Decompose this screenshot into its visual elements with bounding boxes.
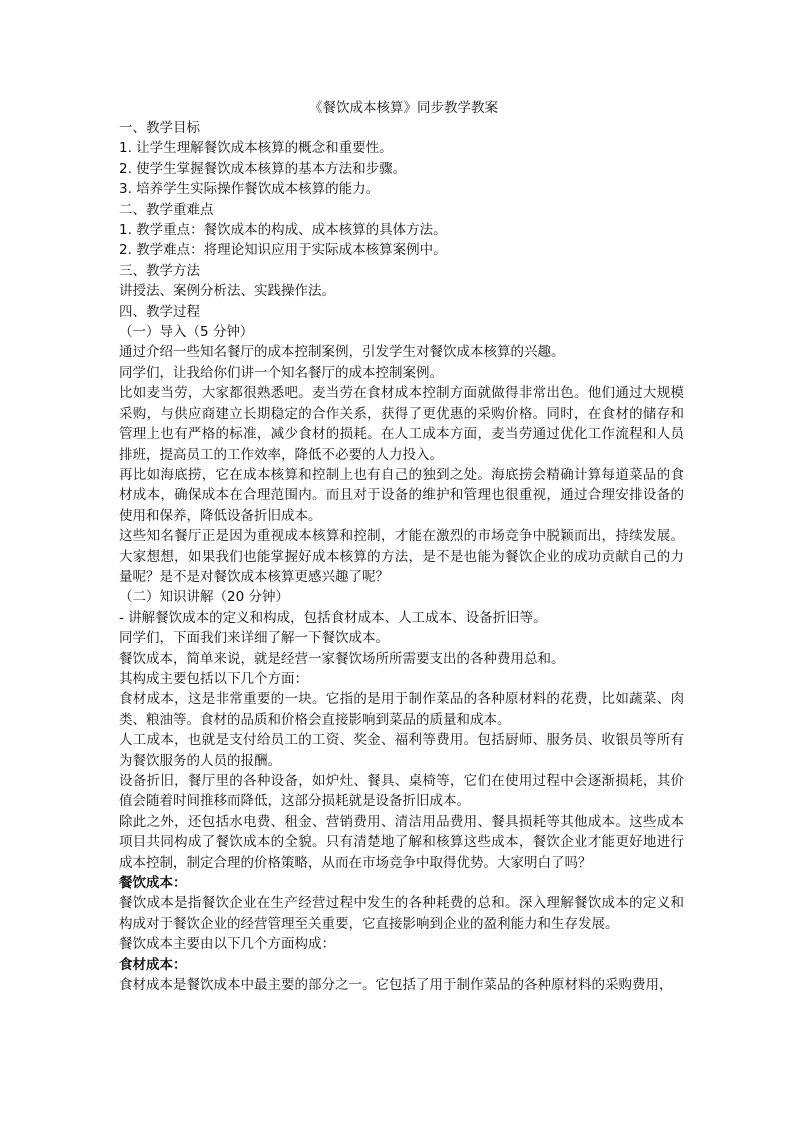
- section-heading-key-points: 二、教学重难点: [119, 201, 214, 218]
- paragraph-definition: 餐饮成本是指餐饮企业在生产经营过程中发生的各种耗费的总和。深入理解餐饮成本的定义和构成对于餐饮企业的经营管理至关重要，它直接影响到企业的盈利能力和生存发展。: [119, 895, 684, 932]
- key-point-item: 2. 教学难点：将理论知识应用于实际成本核算案例中。: [119, 242, 447, 259]
- paragraph: 餐饮成本，简单来说，就是经营一家餐饮场所所需要支出的各种费用总和。: [119, 650, 565, 667]
- bold-heading-catering-cost: 餐饮成本：: [119, 875, 187, 892]
- bold-heading-food-cost: 食材成本：: [119, 956, 187, 973]
- paragraph-summary: 这些知名餐厅正是因为重视成本核算和控制，才能在激烈的市场竞争中脱颖而出，持续发展。大家想想，如果我们也能掌握好成本核算的方法，是不是也能为餐饮企业的成功贡献自己的力量呢？是不是对餐饮成本核算更感兴趣了呢？: [119, 528, 684, 585]
- paragraph: 其构成主要包括以下几个方面：: [119, 670, 308, 687]
- paragraph: 食材成本是餐饮成本中最主要的部分之一。它包括了用于制作菜品的各种原材料的采购费用，: [119, 977, 673, 994]
- methods-text: 讲授法、案例分析法、实践操作法。: [119, 283, 335, 300]
- section-heading-objectives: 一、教学目标: [119, 120, 200, 136]
- objective-item: 1. 让学生理解餐饮成本核算的概念和重要性。: [119, 140, 393, 157]
- paragraph: 餐饮成本主要由以下几个方面构成：: [119, 936, 335, 953]
- paragraph-other-costs: 除此之外，还包括水电费、租金、营销费用、清洁用品费用、餐具损耗等其他成本。这些成本项目共同构成了餐饮成本的全貌。只有清楚地了解和核算这些成本，餐饮企业才能更好地进行成本控制，制定合理的价格策略，从而在市场竞争中取得优势。大家明白了吗？: [119, 813, 684, 871]
- bullet-item: - 讲解餐饮成本的定义和构成，包括食材成本、人工成本、设备折旧等。: [119, 609, 547, 626]
- paragraph: 同学们，让我给你们讲一个知名餐厅的成本控制案例。: [119, 364, 443, 381]
- objective-item: 3. 培养学生实际操作餐饮成本核算的能力。: [119, 181, 380, 198]
- section-heading-methods: 三、教学方法: [119, 262, 200, 279]
- paragraph-haidilao: 再比如海底捞，它在成本核算和控制上也有自己的独到之处。海底捞会精确计算每道菜品的食材成本，确保成本在合理范围内。而且对于设备的维护和管理也很重视，通过合理安排设备的使用和保养，降低设备折旧成本。: [119, 466, 684, 524]
- paragraph: 通过介绍一些知名餐厅的成本控制案例，引发学生对餐饮成本核算的兴趣。: [119, 344, 565, 361]
- subsection-heading-intro: （一）导入（5 分钟）: [119, 324, 254, 341]
- objective-item: 2. 使学生掌握餐饮成本核算的基本方法和步骤。: [119, 160, 407, 177]
- paragraph-food-cost: 食材成本，这是非常重要的一块。它指的是用于制作菜品的各种原材料的花费，比如蔬菜、肉类、粮油等。食材的品质和价格会直接影响到菜品的质量和成本。: [119, 691, 684, 728]
- paragraph-labor-cost: 人工成本，也就是支付给员工的工资、奖金、福利等费用。包括厨师、服务员、收银员等所有为餐饮服务的人员的报酬。: [119, 732, 684, 769]
- paragraph-mcdonalds: 比如麦当劳，大家都很熟悉吧。麦当劳在食材成本控制方面就做得非常出色。他们通过大规模采购，与供应商建立长期稳定的合作关系，获得了更优惠的采购价格。同时，在食材的储存和管理上也有严格的标准，减少食材的损耗。在人工成本方面，麦当劳通过优化工作流程和人员排班，提高员工的工作效率，降低不必要的人力投入。: [119, 385, 684, 463]
- key-point-item: 1. 教学重点：餐饮成本的构成、成本核算的具体方法。: [119, 222, 447, 239]
- paragraph-depreciation: 设备折旧，餐厅里的各种设备，如炉灶、餐具、桌椅等，它们在使用过程中会逐渐损耗，其价值会随着时间推移而降低，这部分损耗就是设备折旧成本。: [119, 773, 684, 810]
- paragraph: 同学们，下面我们来详细了解一下餐饮成本。: [119, 630, 389, 647]
- subsection-heading-knowledge: （二）知识讲解（20 分钟）: [119, 589, 289, 606]
- section-heading-process: 四、教学过程: [119, 303, 200, 320]
- document-title: 《餐饮成本核算》同步教学教案: [309, 100, 498, 116]
